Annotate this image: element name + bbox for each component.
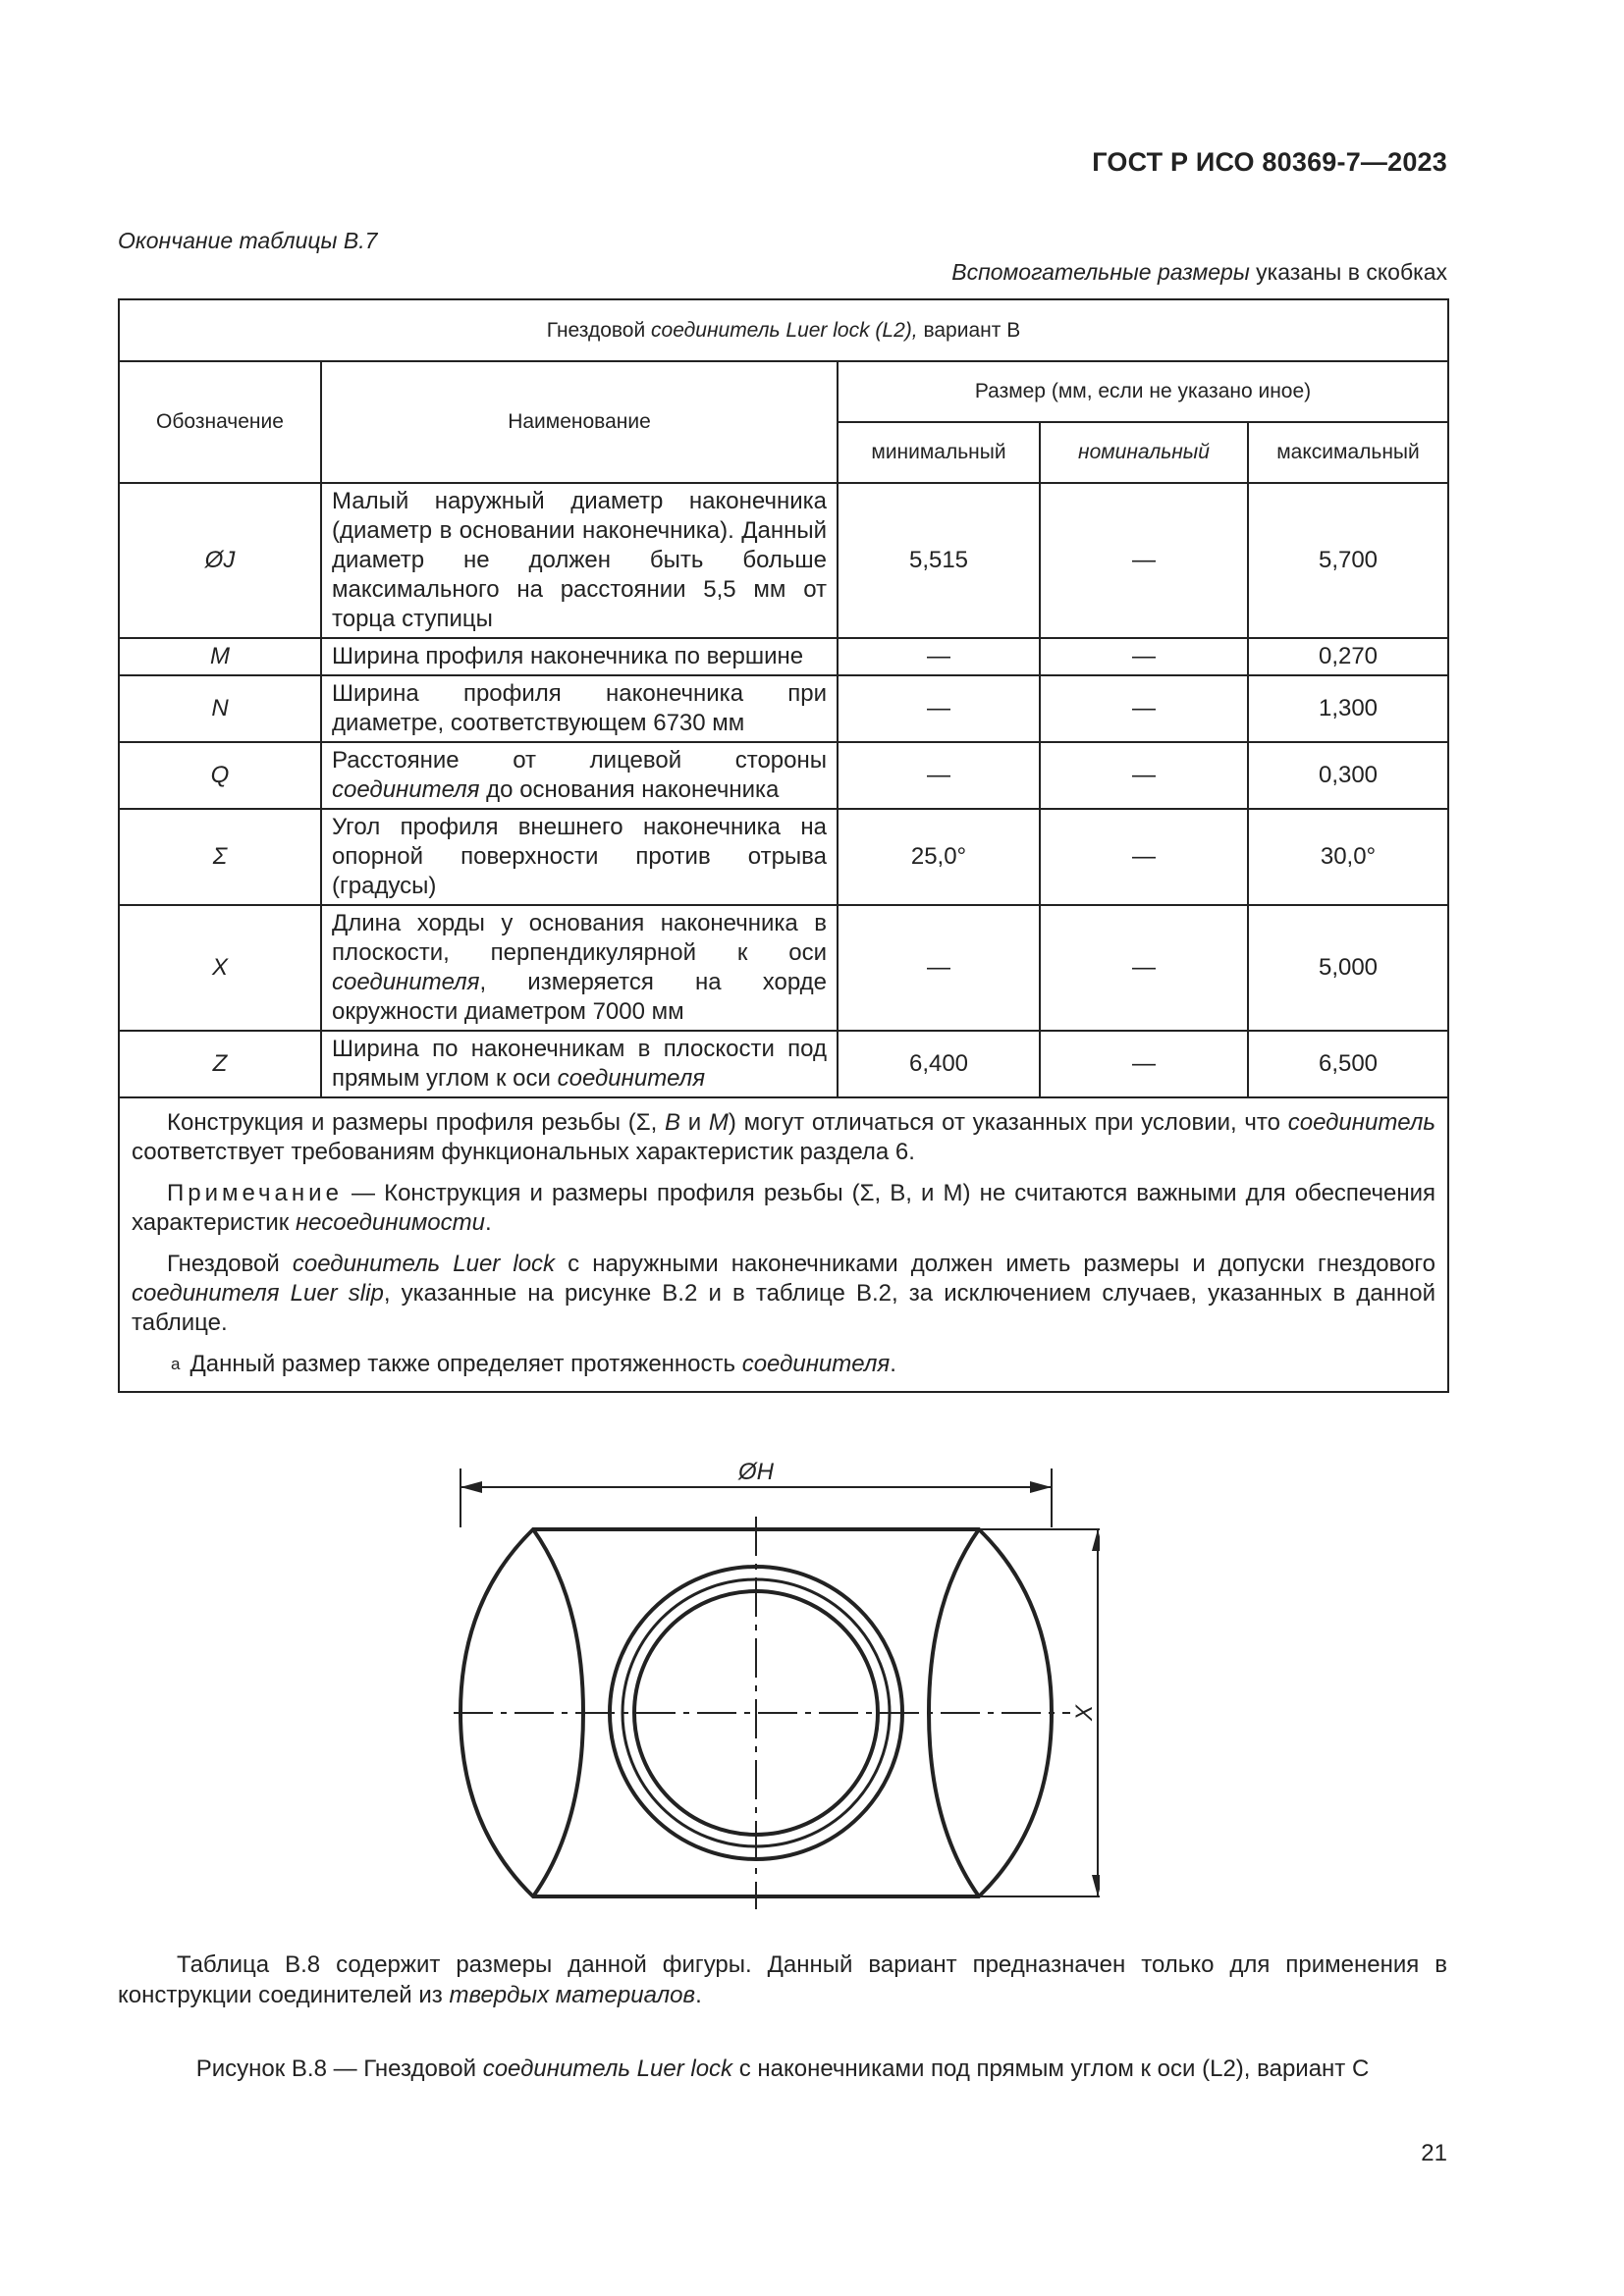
cell-min: —: [838, 638, 1040, 675]
cell-nominal: —: [1040, 1031, 1248, 1097]
x-arrow-top: [1092, 1529, 1100, 1551]
table-title: Гнездовой соединитель Luer lock (L2), вариант В: [119, 299, 1448, 361]
cell-name: Расстояние от лицевой стороны соединителя до основания наконечника: [321, 742, 838, 809]
table-row: [119, 809, 1448, 905]
footnote: a Данный размер также определяет протяженность соединителя.: [171, 1351, 896, 1377]
cell-designation: X: [119, 905, 321, 1031]
cell-name: Ширина по наконечникам в плоскости под прямым углом к оси соединителя: [321, 1031, 838, 1097]
table-continuation-label: Окончание таблицы В.7: [118, 228, 378, 253]
column-min: минимальный: [838, 422, 1040, 483]
dimension-label-x: X: [1071, 1704, 1098, 1722]
cell-nominal: —: [1040, 742, 1248, 809]
table-row: [119, 483, 1448, 638]
dimensions-table: [118, 298, 1449, 1393]
cell-nominal: —: [1040, 675, 1248, 742]
page-number: 21: [1421, 2140, 1447, 2166]
cell-name: Ширина профиля наконечника при диаметре, соответствующем 6730 мм: [321, 675, 838, 742]
cell-max: 0,270: [1248, 638, 1448, 675]
cell-min: —: [838, 742, 1040, 809]
table-row: [119, 742, 1448, 809]
cell-max: 1,300: [1248, 675, 1448, 742]
cell-min: 25,0°: [838, 809, 1040, 905]
document-header: ГОСТ Р ИСО 80369-7—2023: [1092, 147, 1447, 177]
cell-min: 6,400: [838, 1031, 1040, 1097]
cell-nominal: —: [1040, 483, 1248, 638]
cell-min: —: [838, 905, 1040, 1031]
cell-designation: ØJ: [119, 483, 321, 638]
table-row: [119, 638, 1448, 675]
table-row: [119, 675, 1448, 742]
column-designation: Обозначение: [119, 361, 321, 483]
dimension-label-h: ØH: [738, 1459, 774, 1485]
cell-max: 0,300: [1248, 742, 1448, 809]
cell-max: 5,700: [1248, 483, 1448, 638]
cell-designation: Q: [119, 742, 321, 809]
cell-name: Длина хорды у основания наконечника в плоскости, перпендикулярной к оси соединителя, измеряется на хорде окружности диаметром 7000 мм: [321, 905, 838, 1031]
table-row: [119, 905, 1448, 1031]
column-name: Наименование: [321, 361, 838, 483]
cell-designation: M: [119, 638, 321, 675]
figure-caption: Рисунок В.8 — Гнездовой соединитель Luer lock с наконечниками под прямым углом к оси (L2), вариант С: [195, 2056, 1370, 2082]
cell-max: 30,0°: [1248, 809, 1448, 905]
cell-nominal: —: [1040, 638, 1248, 675]
cell-name: Малый наружный диаметр наконечника (диаметр в основании наконечника). Данный диаметр не должен быть больше максимального на расстоянии 5,5 мм от торца ступицы: [321, 483, 838, 638]
note-paragraph-1: Конструкция и размеры профиля резьбы (Σ, B и M) могут отличаться от указанных при условии, что соединитель соответствует требованиям функциональных характеристик раздела 6.: [132, 1109, 1436, 1165]
cell-designation: Z: [119, 1031, 321, 1097]
column-nominal: номинальный: [1040, 422, 1248, 483]
cell-max: 5,000: [1248, 905, 1448, 1031]
cell-name: Угол профиля внешнего наконечника на опорной поверхности против отрыва (градусы): [321, 809, 838, 905]
cell-min: —: [838, 675, 1040, 742]
cell-max: 6,500: [1248, 1031, 1448, 1097]
table-row: [119, 1031, 1448, 1097]
h-arrow-left: [460, 1481, 482, 1493]
figure-note: Таблица В.8 содержит размеры данной фигуры. Данный вариант предназначен только для применения в конструкции соединителей из твердых материалов.: [118, 1951, 1447, 2008]
cell-nominal: —: [1040, 905, 1248, 1031]
h-arrow-right: [1030, 1481, 1052, 1493]
note-paragraph-2: Примечание — Конструкция и размеры профиля резьбы (Σ, В, и М) не считаются важными для обеспечения характеристик несоединимости.: [132, 1180, 1435, 1236]
table-notes: [119, 1097, 1448, 1392]
note-paragraph-3: Гнездовой соединитель Luer lock с наружными наконечниками должен иметь размеры и допуски гнездового соединителя Luer slip, указанные на рисунке В.2 и в таблице В.2, за исключением случаев, указанных в данной таблице.: [132, 1251, 1436, 1336]
cell-name: Ширина профиля наконечника по вершине: [321, 638, 838, 675]
cell-designation: Σ: [119, 809, 321, 905]
cell-min: 5,515: [838, 483, 1040, 638]
column-max: максимальный: [1248, 422, 1448, 483]
x-arrow-bottom: [1092, 1875, 1100, 1896]
auxiliary-note: Вспомогательные размеры указаны в скобках: [951, 259, 1447, 285]
column-size: Размер (мм, если не указано иное): [838, 361, 1448, 422]
cell-nominal: —: [1040, 809, 1248, 905]
connector-figure: [118, 1443, 1100, 1914]
cell-designation: N: [119, 675, 321, 742]
